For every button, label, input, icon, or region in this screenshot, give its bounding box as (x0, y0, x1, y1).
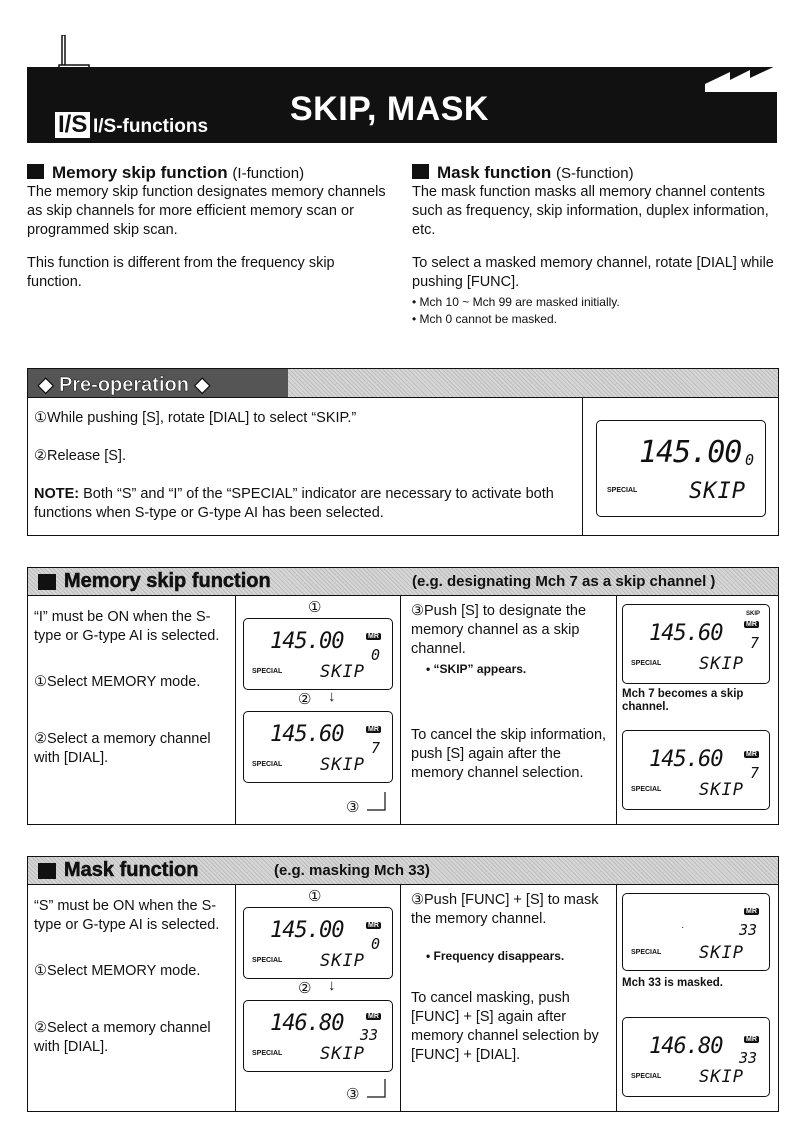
memory-skip-heading: Memory skip function (I-function) (27, 163, 392, 183)
arrow-diagonal-icon (365, 790, 387, 812)
mask-step3: ③Push [FUNC] + [S] to mask the memory channel. (411, 892, 599, 927)
mask-desc: The mask function masks all memory channel contents such as frequency, skip information, duplex information, etc. (412, 184, 769, 238)
skip-cancel: To cancel the skip information, push [S] again after the memory channel selection. (411, 727, 607, 781)
memory-skip-note: This function is different from the frequency skip function. (27, 255, 335, 290)
mask-bullet: • Mch 10 ~ Mch 99 are masked initially. (412, 294, 777, 311)
mask-banner-title: Mask function (64, 859, 199, 881)
pre-step2: ②Release [S]. (34, 448, 126, 464)
skip-step1: ①Select MEMORY mode. (34, 674, 201, 690)
page-title: SKIP, MASK (290, 90, 489, 128)
mask-cancel: To cancel masking, push [FUNC] + [S] again after memory channel selection by [FUNC] + [DIAL]. (411, 990, 599, 1063)
step-number: ③ (346, 799, 360, 816)
pre-step1: ①While pushing [S], rotate [DIAL] to select “SKIP.” (34, 410, 357, 426)
arrow-down-icon: ↓ (328, 977, 336, 994)
mask-example: (e.g. masking Mch 33) (274, 862, 430, 879)
memory-skip-banner-title: Memory skip function (64, 570, 271, 592)
step-number: ② (298, 980, 312, 997)
header-subtitle: I/S-functions (93, 116, 209, 137)
skip-caption: Mch 7 becomes a skip channel. (622, 688, 744, 713)
mask-step2: ②Select a memory channel with [DIAL]. (34, 1020, 211, 1055)
is-logo: I/S (55, 112, 90, 138)
pre-operation-title: ◆ Pre-operation ◆ (38, 374, 210, 396)
lcd-display: 145.00 MR 0 SPECIAL SKIP (243, 907, 393, 979)
memory-skip-section (27, 567, 779, 825)
step-number: ② (298, 691, 312, 708)
memory-skip-banner (28, 568, 778, 596)
mask-note-text: “S” must be ON when the S-type or G-type AI is selected. (34, 898, 220, 933)
step-number: ① (308, 888, 322, 905)
arrow-diagonal-icon (365, 1077, 387, 1099)
lcd-display: 145.00 0 SPECIAL SKIP (596, 420, 766, 517)
memory-skip-example: (e.g. designating Mch 7 as a skip channel ) (412, 573, 716, 590)
mask-heading: Mask function (S-function) (412, 163, 777, 183)
skip-note: “I” must be ON when the S-type or G-type AI is selected. (34, 609, 220, 644)
pre-operation-box (27, 368, 779, 536)
corner-decoration (705, 62, 780, 92)
skip-step2: ②Select a memory channel with [DIAL]. (34, 731, 211, 766)
mask-bullets (412, 294, 777, 328)
mask-caption: Mch 33 is masked. (622, 977, 723, 989)
skip-step3: ③Push [S] to designate the memory channel as a skip channel. (411, 603, 587, 657)
mask-bullet: • Mch 0 cannot be masked. (412, 311, 777, 328)
mask-step1: ①Select MEMORY mode. (34, 963, 201, 979)
step-number: ① (308, 599, 322, 616)
skip-step3-bullet: • “SKIP” appears. (426, 662, 527, 676)
mask-intro (412, 163, 777, 328)
memory-skip-intro (27, 163, 392, 306)
mask-note: To select a masked memory channel, rotate [DIAL] while pushing [FUNC]. (412, 255, 774, 290)
lcd-display: 146.80 MR 33 SPECIAL SKIP (622, 1017, 770, 1097)
lcd-display: · MR 33 SPECIAL SKIP (622, 893, 770, 971)
mask-section (27, 856, 779, 1112)
pre-note: NOTE: Both “S” and “I” of the “SPECIAL” indicator are necessary to activate both functions when S-type or G-type AI has been selected. (34, 486, 554, 521)
lcd-display: 145.00 MR 0 SPECIAL SKIP (243, 618, 393, 690)
lcd-display: 146.80 MR 33 SPECIAL SKIP (243, 1000, 393, 1072)
arrow-down-icon: ↓ (328, 688, 336, 705)
mask-step3-bullet: • Frequency disappears. (426, 949, 565, 963)
memory-skip-desc: The memory skip function designates memory channels as skip channels for more efficient memory scan or programmed skip scan. (27, 184, 386, 238)
lcd-display: 145.60 MR 7 SPECIAL SKIP (622, 730, 770, 810)
step-number: ③ (346, 1086, 360, 1103)
pre-operation-banner (28, 369, 778, 398)
lcd-display: 145.60 MR 7 SPECIAL SKIP (243, 711, 393, 783)
lcd-display: 145.60 SKIP MR 7 SPECIAL SKIP (622, 604, 770, 684)
mask-banner (28, 857, 778, 885)
